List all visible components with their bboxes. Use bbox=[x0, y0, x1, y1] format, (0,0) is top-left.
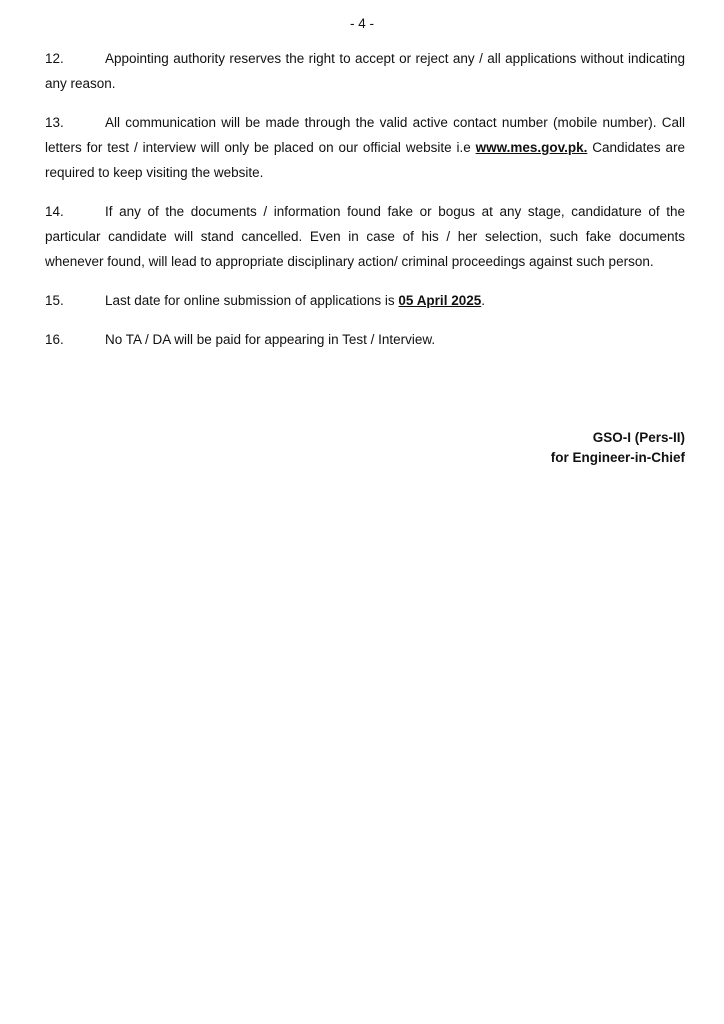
paragraph-12 bbox=[45, 46, 685, 96]
paragraph-14 bbox=[45, 199, 685, 274]
paragraph-text-continued: . bbox=[481, 293, 485, 308]
paragraph-13 bbox=[45, 110, 685, 185]
paragraph-list bbox=[45, 46, 685, 366]
paragraph-text: All communication will be made through the valid active contact number (mobile number). Call letters for test / interview will only be placed on our official website i.e bbox=[45, 115, 685, 155]
last-date: 05 April 2025 bbox=[398, 293, 482, 308]
page-number: - 4 - bbox=[349, 16, 374, 31]
paragraph-number: 12. bbox=[45, 51, 64, 66]
website-link[interactable]: www.mes.gov.pk. bbox=[475, 140, 588, 155]
paragraph-15 bbox=[45, 288, 685, 313]
paragraph-text: Appointing authority reserves the right to accept or reject any / all applications without indicating any reason. bbox=[45, 51, 685, 91]
paragraph-text: Last date for online submission of applications is bbox=[105, 293, 399, 308]
paragraph-number: 16. bbox=[45, 332, 64, 347]
paragraph-text: No TA / DA will be paid for appearing in Test / Interview. bbox=[105, 332, 436, 347]
signature-authority: for Engineer-in-Chief bbox=[550, 450, 685, 465]
paragraph-16 bbox=[45, 327, 685, 352]
paragraph-number: 15. bbox=[45, 293, 64, 308]
paragraph-number: 14. bbox=[45, 204, 64, 219]
signature-designation: GSO-I (Pers-II) bbox=[592, 430, 685, 445]
signature-block bbox=[551, 428, 685, 468]
paragraph-text: If any of the documents / information found fake or bogus at any stage, candidature of the particular candidate will stand cancelled. Even in case of his / her selection, such fake documents whenever found, will lead to appropriate disciplinary action/ criminal proceedings against such person. bbox=[45, 204, 685, 269]
paragraph-number: 13. bbox=[45, 115, 64, 130]
paragraph-text-continued: Candidates are required to keep visiting the website. bbox=[45, 140, 685, 180]
